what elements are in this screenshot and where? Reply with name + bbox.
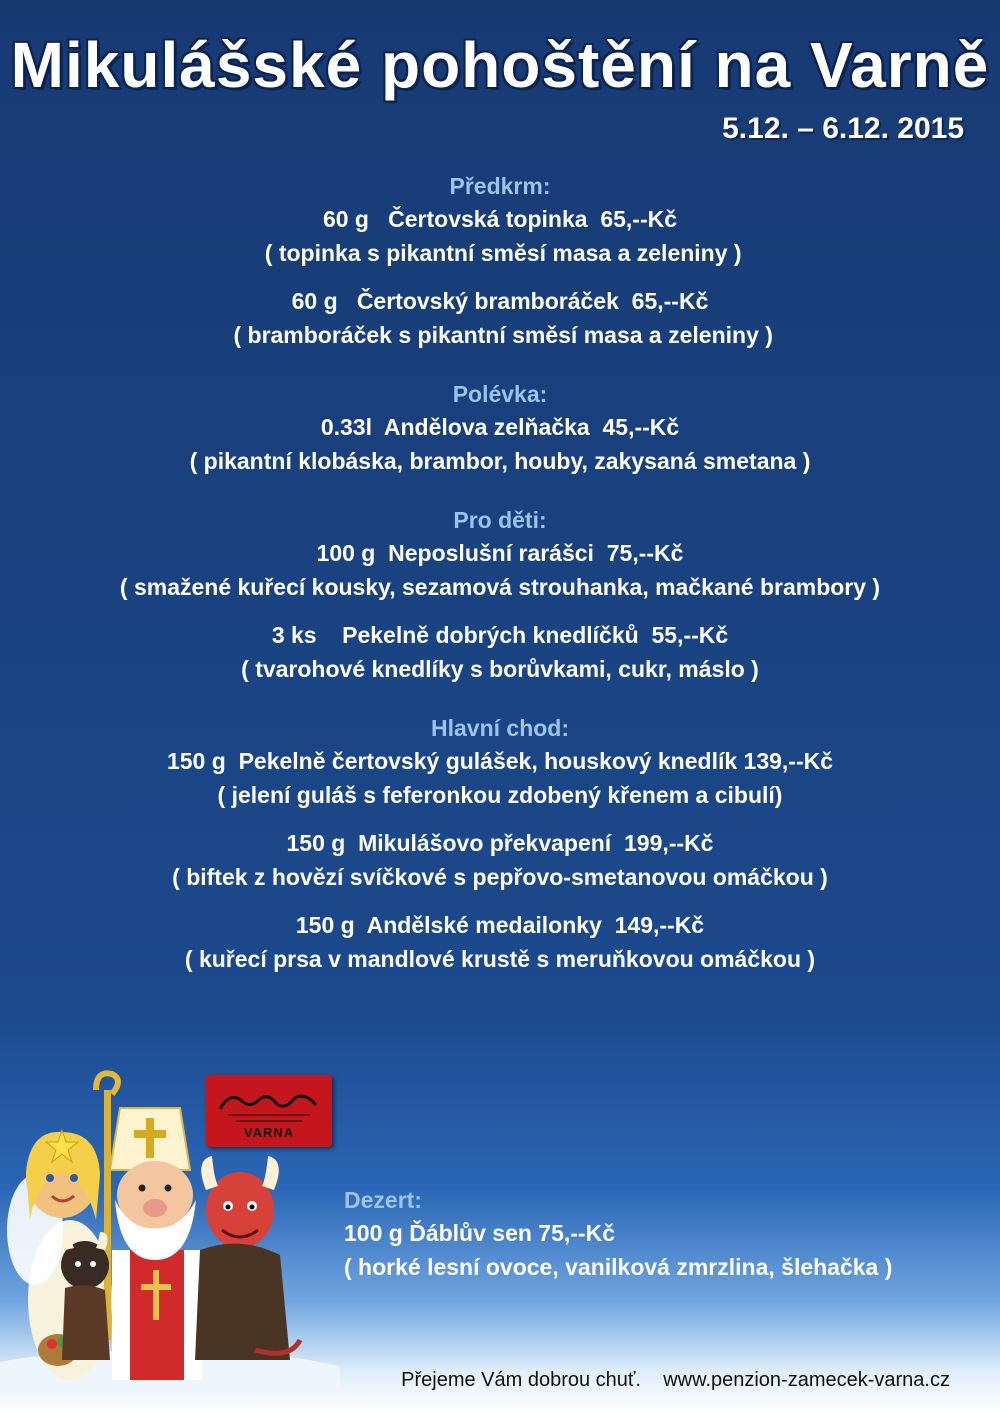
section-pro-deti <box>0 504 1000 686</box>
logo-text: VARNA <box>243 1125 295 1140</box>
item-name: 60 g Čertovský bramboráček 65,--Kč <box>291 288 709 314</box>
menu <box>0 170 1000 1002</box>
item-description: ( horké lesní ovoce, vanilková zmrzlina, šlehačka ) <box>344 1254 893 1280</box>
item-name: 150 g Andělské medailonky 149,--Kč <box>295 912 705 938</box>
section-hlavni-chod <box>0 712 1000 976</box>
item-name: 3 ks Pekelně dobrých knedlíčků 55,--Kč <box>271 622 729 648</box>
item-name: 0.33l Andělova zelňačka 45,--Kč <box>320 414 680 440</box>
section-dezert <box>344 1184 892 1284</box>
item-description: ( pikantní klobáska, brambor, houby, zakysaná smetana ) <box>189 448 811 474</box>
item-description: ( tvarohové knedlíky s borůvkami, cukr, máslo ) <box>241 656 759 682</box>
menu-item <box>0 744 1000 812</box>
menu-item <box>0 202 1000 270</box>
item-name: 150 g Mikulášovo překvapení 199,--Kč <box>286 830 714 856</box>
menu-item <box>0 410 1000 478</box>
footer-text: Přejeme Vám dobrou chuť. www.penzion-zamecek-varna.cz <box>401 1369 950 1391</box>
section-heading: Pro děti: <box>453 507 547 533</box>
menu-item <box>0 284 1000 352</box>
item-description: ( jelení guláš s feferonkou zdobený křenem a cibulí) <box>217 782 783 808</box>
item-name: 150 g Pekelně čertovský gulášek, houskový knedlík 139,--Kč <box>166 748 834 774</box>
section-polevka <box>0 378 1000 478</box>
page-title: Mikulášské pohoštění na Varně <box>10 29 990 101</box>
item-description: ( topinka s pikantní směsí masa a zeleniny ) <box>258 240 742 266</box>
small-devil-figure <box>61 1232 110 1360</box>
section-heading: Polévka: <box>452 381 548 407</box>
item-name: 60 g Čertovská topinka 65,--Kč <box>322 206 678 232</box>
item-name: 100 g Neposlušní rarášci 75,--Kč <box>316 540 684 566</box>
menu-item <box>0 826 1000 894</box>
red-devil-figure <box>195 1156 300 1360</box>
event-date: 5.12. – 6.12. 2015 <box>722 112 964 145</box>
section-heading: Dezert: <box>344 1187 422 1213</box>
zamecek-logo <box>206 1075 332 1147</box>
menu-item <box>0 618 1000 686</box>
item-description: ( smažené kuřecí kousky, sezamová strouhanka, mačkané brambory ) <box>119 574 881 600</box>
st-nicholas-figure <box>96 1073 202 1380</box>
menu-item <box>0 908 1000 976</box>
section-predkrm <box>0 170 1000 352</box>
section-heading: Předkrm: <box>449 173 551 199</box>
menu-item <box>0 536 1000 604</box>
item-description: ( kuřecí prsa v mandlové krustě s meruňkovou omáčkou ) <box>184 946 816 972</box>
item-description: ( biftek z hovězí svíčkové s pepřovo-smetanovou omáčkou ) <box>172 864 828 890</box>
zamecek-script-logo <box>206 1079 332 1129</box>
section-heading: Hlavní chod: <box>430 715 569 741</box>
item-name: 100 g Ďáblův sen 75,--Kč <box>344 1220 615 1246</box>
item-description: ( bramboráček s pikantní směsí masa a zeleniny ) <box>227 322 773 348</box>
